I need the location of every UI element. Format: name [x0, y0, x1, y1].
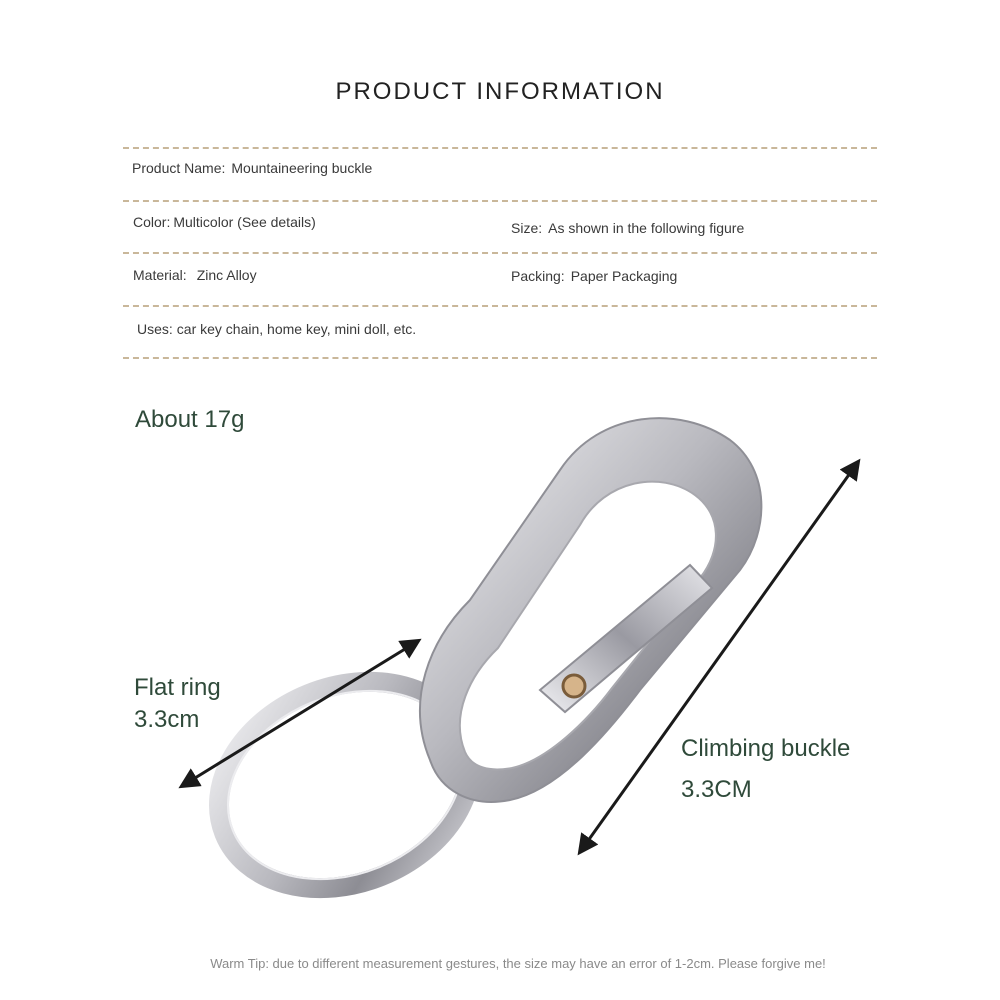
uses-value: car key chain, home key, mini doll, etc.	[176, 321, 417, 337]
buckle-label: Climbing buckle	[681, 735, 851, 762]
material-label: Material:	[133, 267, 187, 283]
weight-label: About 17g	[135, 406, 245, 433]
flat-ring-dimension-arrow	[182, 641, 418, 786]
flat-ring-size: 3.3cm	[134, 706, 200, 733]
warm-tip: Warm Tip: due to different measurement gestures, the size may have an error of 1-2cm. Please forgive me!	[210, 956, 826, 971]
product-name-label: Product Name:	[132, 160, 226, 176]
uses-label: Uses:	[137, 321, 173, 337]
flat-ring-label: Flat ring	[134, 674, 221, 701]
buckle-size: 3.3CM	[681, 776, 752, 803]
color-value: Multicolor (See details)	[173, 214, 316, 230]
size-value: As shown in the following figure	[548, 220, 745, 236]
packing-label: Packing:	[511, 268, 565, 284]
material-value: Zinc Alloy	[196, 267, 257, 283]
product-name-value: Mountaineering buckle	[231, 160, 373, 176]
packing-value: Paper Packaging	[570, 268, 678, 284]
page-title: PRODUCT INFORMATION	[335, 78, 665, 105]
size-label: Size:	[511, 220, 543, 236]
color-label: Color:	[133, 214, 171, 230]
